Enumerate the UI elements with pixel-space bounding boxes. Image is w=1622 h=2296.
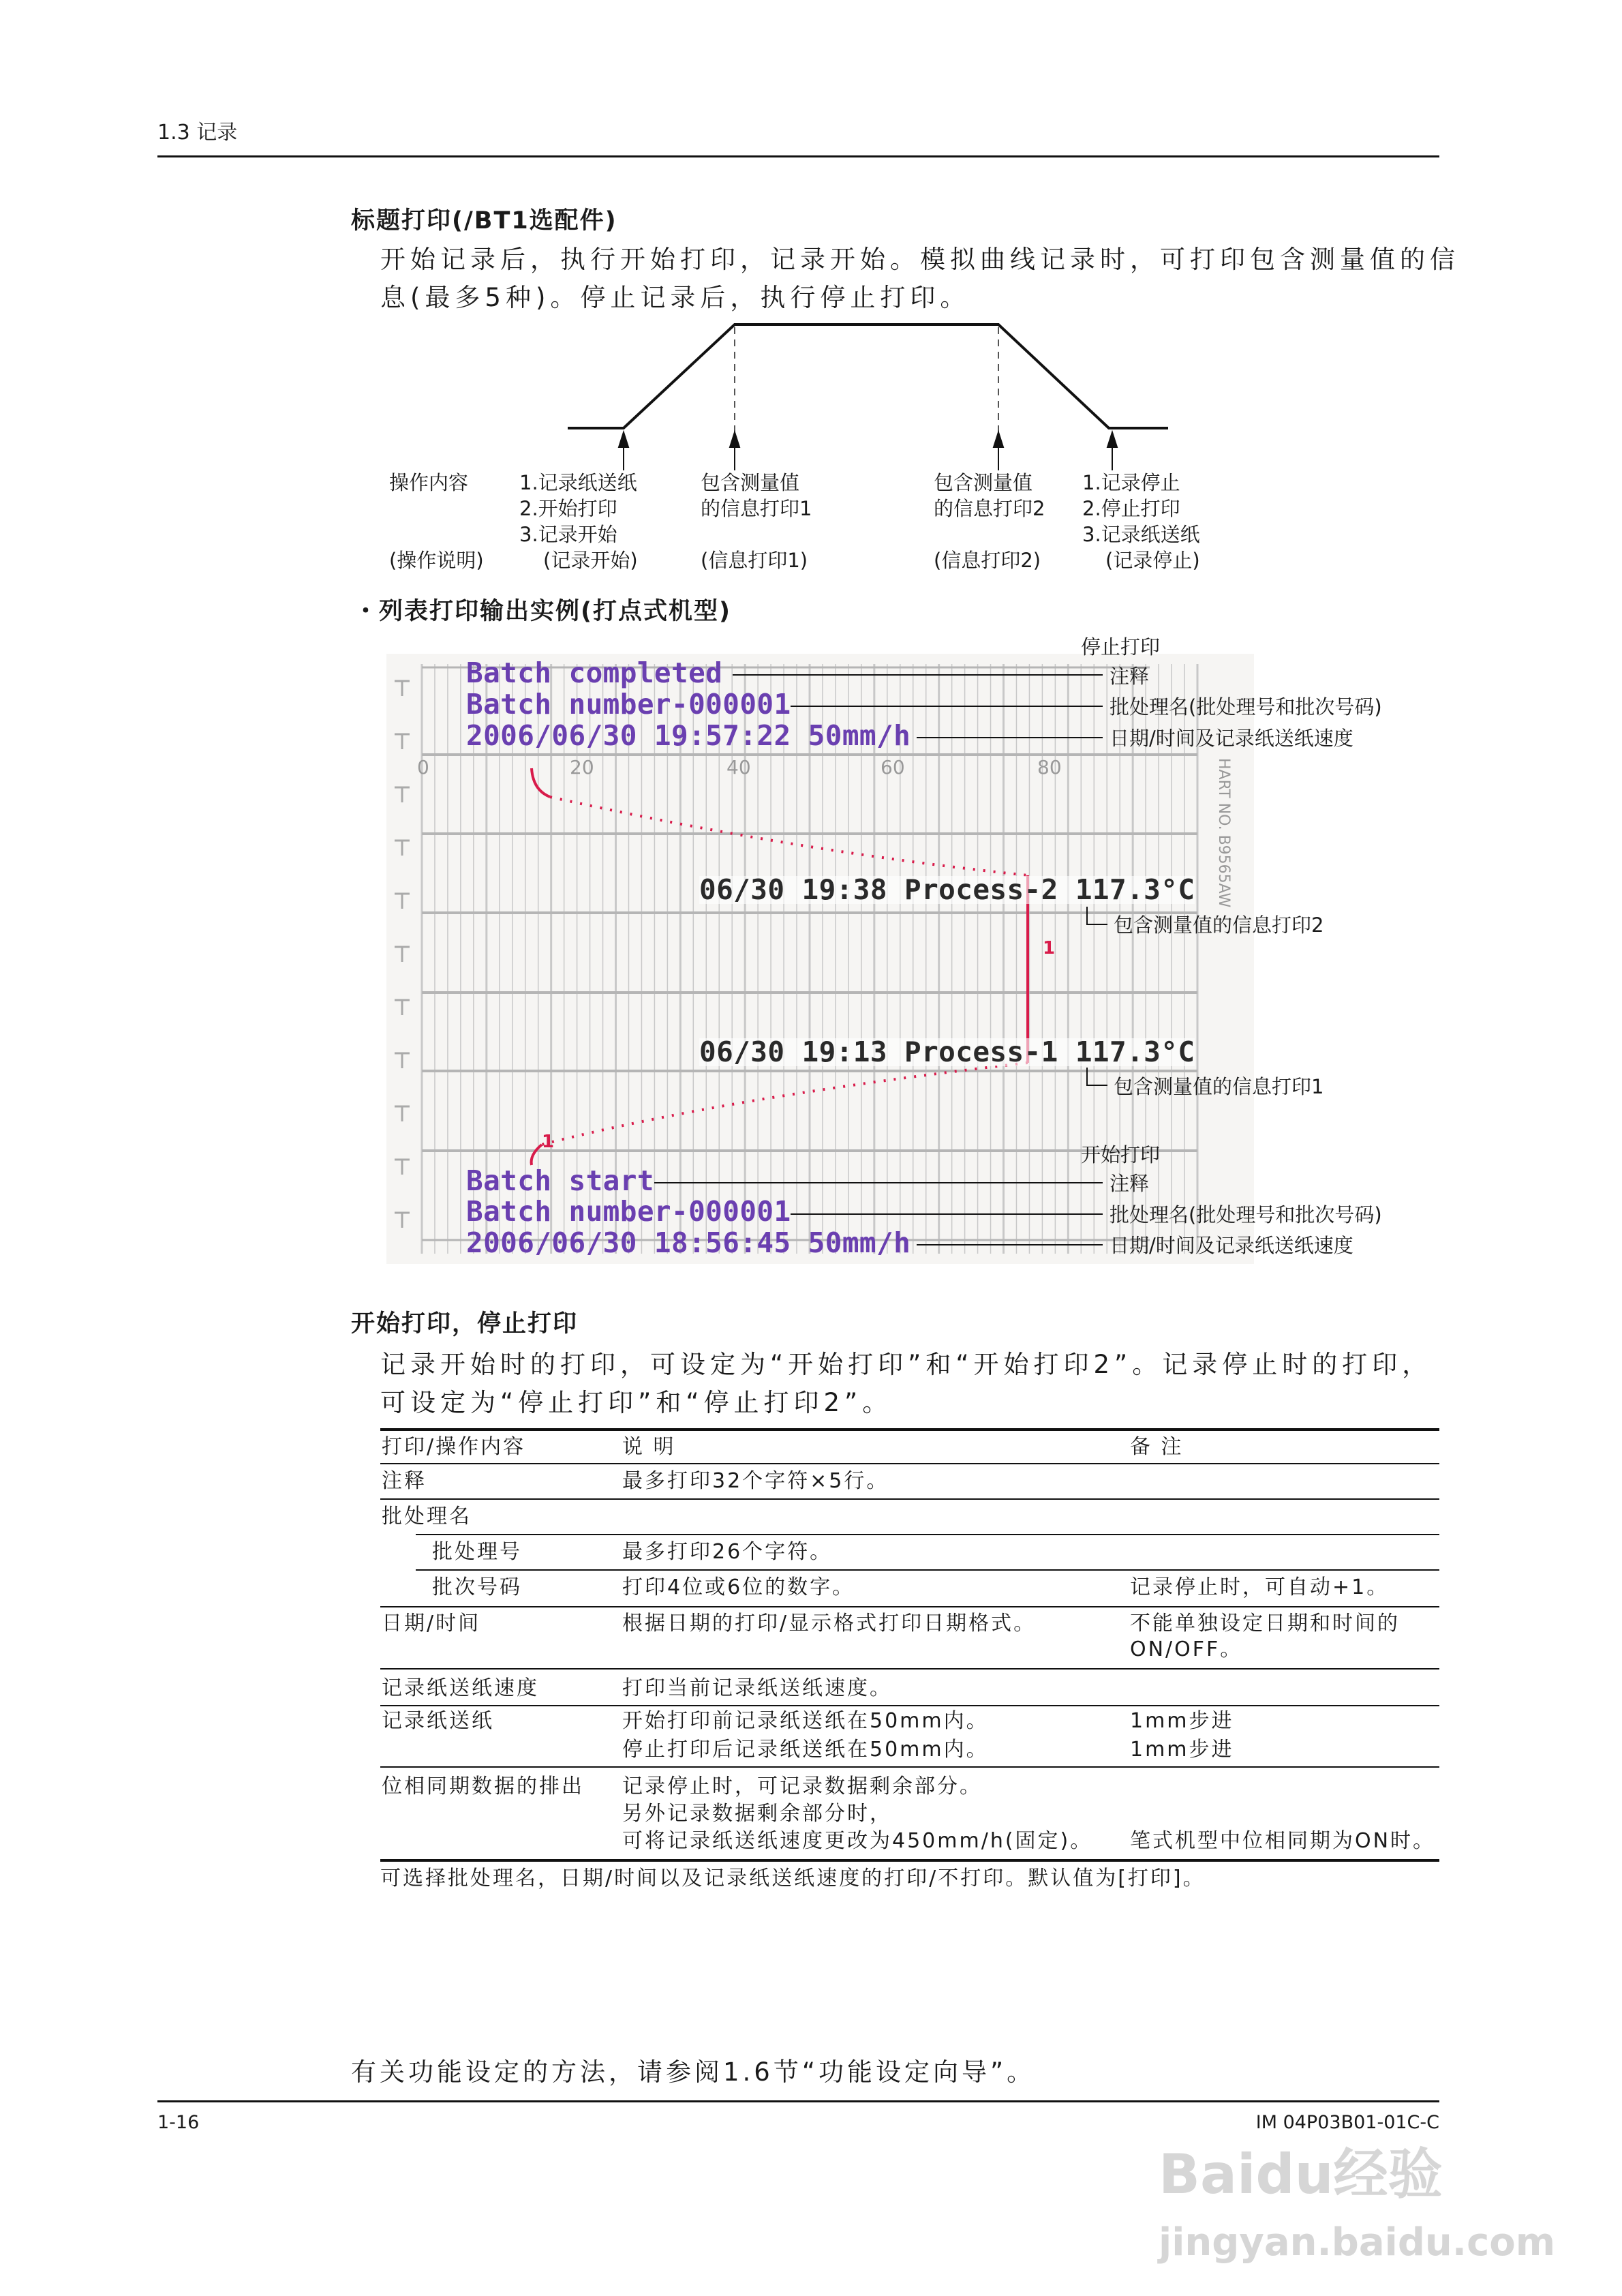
axis-tick-label: 40 bbox=[726, 756, 751, 779]
annotation-datetime-speed: 日期/时间及记录纸送纸速度 bbox=[1110, 1234, 1353, 1257]
table-cell-desc: 停止打印后记录纸送纸在50mm内。 bbox=[622, 1738, 989, 1762]
axis-tick-label: 0 bbox=[417, 756, 429, 779]
table-cell-item: 位相同期数据的排出 bbox=[382, 1774, 584, 1798]
annotation-comment: 注释 bbox=[1110, 665, 1150, 688]
start-stop-para-line: 记录开始时的打印，可设定为“开始打印”和“开始打印2”。记录停止时的打印， bbox=[380, 1350, 1433, 1379]
table-rule bbox=[380, 1668, 1439, 1670]
page-number: 1-16 bbox=[157, 2112, 200, 2133]
table-cell-desc: 可将记录纸送纸速度更改为450mm/h(固定)。 bbox=[622, 1829, 1093, 1853]
table-rule bbox=[380, 1498, 1439, 1500]
annotation-batch-name: 批处理名(批处理号和批次号码) bbox=[1110, 1203, 1382, 1226]
diagram-label: (信息打印2) bbox=[934, 549, 1041, 572]
print-comment-start: Batch start bbox=[466, 1164, 654, 1197]
diagram-label: (记录开始) bbox=[543, 549, 638, 572]
table-cell-item: 批处理号 bbox=[432, 1540, 522, 1564]
diagram-label: 包含测量值 bbox=[934, 471, 1033, 494]
table-cell-item: 记录纸送纸 bbox=[382, 1709, 494, 1733]
table-cell-note: 笔式机型中位相同期为ON时。 bbox=[1130, 1829, 1436, 1853]
table-cell-desc: 根据日期的打印/显示格式打印日期格式。 bbox=[622, 1612, 1037, 1635]
table-cell-desc: 最多打印32个字符×5行。 bbox=[622, 1469, 889, 1493]
table-cell-desc: 打印当前记录纸送纸速度。 bbox=[622, 1676, 892, 1700]
diagram-label: 1.记录纸送纸 bbox=[519, 471, 637, 494]
annotation-comment: 注释 bbox=[1110, 1172, 1150, 1195]
table-rule bbox=[380, 1859, 1439, 1862]
start-stop-heading: 开始打印，停止打印 bbox=[351, 1310, 579, 1338]
table-rule bbox=[416, 1569, 1439, 1571]
diagram-label: (操作说明) bbox=[389, 549, 484, 572]
annotation-datetime-speed: 日期/时间及记录纸送纸速度 bbox=[1110, 727, 1353, 750]
table-rule bbox=[380, 1606, 1439, 1607]
table-cell-desc: 打印4位或6位的数字。 bbox=[622, 1575, 855, 1599]
print-batch-name-start: Batch number-000001 bbox=[466, 1195, 791, 1228]
trace-channel-mark: 1 bbox=[1043, 938, 1056, 958]
diagram-label: (信息打印1) bbox=[701, 549, 808, 572]
table-cell-item: 批次号码 bbox=[432, 1575, 522, 1599]
print-datetime-stop: 2006/06/30 19:57:22 50mm/h bbox=[466, 719, 911, 752]
example-heading: ・列表打印输出实例(打点式机型) bbox=[354, 598, 731, 625]
table-rule bbox=[380, 1428, 1439, 1431]
chart-paper-number: HART NO. B9565AW bbox=[1215, 758, 1232, 908]
annotation-batch-name: 批处理名(批处理号和批次号码) bbox=[1110, 695, 1382, 719]
table-cell-desc: 记录停止时，可记录数据剩余部分。 bbox=[622, 1774, 982, 1798]
diagram-label: 3.记录纸送纸 bbox=[1082, 523, 1200, 546]
diagram-label: 2.停止打印 bbox=[1082, 497, 1180, 520]
message-print-2: 06/30 19:38 Process-2 117.3°C bbox=[699, 873, 1195, 906]
print-comment-stop: Batch completed bbox=[466, 656, 723, 689]
trace-channel-mark: 1 bbox=[542, 1132, 555, 1152]
table-cell-item: 记录纸送纸速度 bbox=[382, 1676, 539, 1700]
print-batch-name-stop: Batch number-000001 bbox=[466, 688, 791, 721]
table-rule bbox=[380, 1463, 1439, 1464]
diagram-label: 2.开始打印 bbox=[519, 497, 617, 520]
baidu-watermark-logo: Baidu经验 bbox=[1159, 2143, 1443, 2206]
table-cell-item: 日期/时间 bbox=[382, 1612, 481, 1635]
table-cell-item: 批处理名 bbox=[382, 1505, 472, 1528]
table-header: 备 注 bbox=[1130, 1435, 1184, 1459]
title-print-para-line: 开始记录后，执行开始打印，记录开始。模拟曲线记录时，可打印包含测量值的信 bbox=[380, 245, 1460, 274]
table-header: 打印/操作内容 bbox=[382, 1435, 526, 1459]
axis-tick-label: 20 bbox=[570, 756, 594, 779]
axis-tick-label: 60 bbox=[881, 756, 905, 779]
table-rule bbox=[380, 1705, 1439, 1706]
table-cell-item: 注释 bbox=[382, 1469, 427, 1493]
section-header: 1.3 记录 bbox=[157, 121, 238, 145]
table-cell-desc: 另外记录数据剩余部分时， bbox=[622, 1802, 892, 1826]
table-cell-note: 1mm步进 bbox=[1130, 1709, 1234, 1733]
table-cell-note: 记录停止时，可自动+1。 bbox=[1130, 1575, 1390, 1599]
table-header: 说 明 bbox=[622, 1435, 676, 1459]
diagram-label: 的信息打印2 bbox=[934, 497, 1045, 520]
table-cell-note: 不能单独设定日期和时间的 bbox=[1130, 1612, 1400, 1635]
diagram-label: 3.记录开始 bbox=[519, 523, 617, 546]
diagram-label: 的信息打印1 bbox=[701, 497, 812, 520]
table-rule bbox=[380, 1766, 1439, 1768]
print-datetime-start: 2006/06/30 18:56:45 50mm/h bbox=[466, 1226, 911, 1259]
table-cell-desc: 最多打印26个字符。 bbox=[622, 1540, 833, 1564]
annotation-message-2: 包含测量值的信息打印2 bbox=[1114, 913, 1324, 937]
reference-note: 有关功能设定的方法，请参阅1.6节“功能设定向导”。 bbox=[351, 2057, 1036, 2087]
annotation-message-1: 包含测量值的信息打印1 bbox=[1114, 1075, 1324, 1098]
table-cell-desc: 开始打印前记录纸送纸在50mm内。 bbox=[622, 1709, 989, 1733]
baidu-watermark-url: jingyan.baidu.com bbox=[1159, 2220, 1556, 2265]
table-cell-note: 1mm步进 bbox=[1130, 1738, 1234, 1762]
diagram-label: (记录停止) bbox=[1105, 549, 1200, 572]
diagram-label: 包含测量值 bbox=[701, 471, 800, 494]
title-print-heading: 标题打印(/BT1选配件) bbox=[351, 207, 617, 235]
axis-tick-label: 80 bbox=[1037, 756, 1062, 779]
annotation-stop-print: 停止打印 bbox=[1081, 635, 1161, 659]
document-id: IM 04P03B01-01C-C bbox=[1255, 2112, 1439, 2133]
start-stop-para-line: 可设定为“停止打印”和“停止打印2”。 bbox=[380, 1388, 893, 1417]
annotation-start-print: 开始打印 bbox=[1081, 1143, 1161, 1166]
footer-rule bbox=[157, 2100, 1439, 2102]
table-cell-note: ON/OFF。 bbox=[1130, 1637, 1243, 1661]
message-print-1: 06/30 19:13 Process-1 117.3°C bbox=[699, 1036, 1195, 1068]
diagram-label: 1.记录停止 bbox=[1082, 471, 1180, 494]
table-rule bbox=[416, 1534, 1439, 1535]
title-print-para-line: 息(最多5种)。停止记录后，执行停止打印。 bbox=[380, 283, 970, 312]
table-footnote: 可选择批处理名，日期/时间以及记录纸送纸速度的打印/不打印。默认值为[打印]。 bbox=[380, 1867, 1206, 1890]
diagram-label: 操作内容 bbox=[389, 471, 469, 494]
